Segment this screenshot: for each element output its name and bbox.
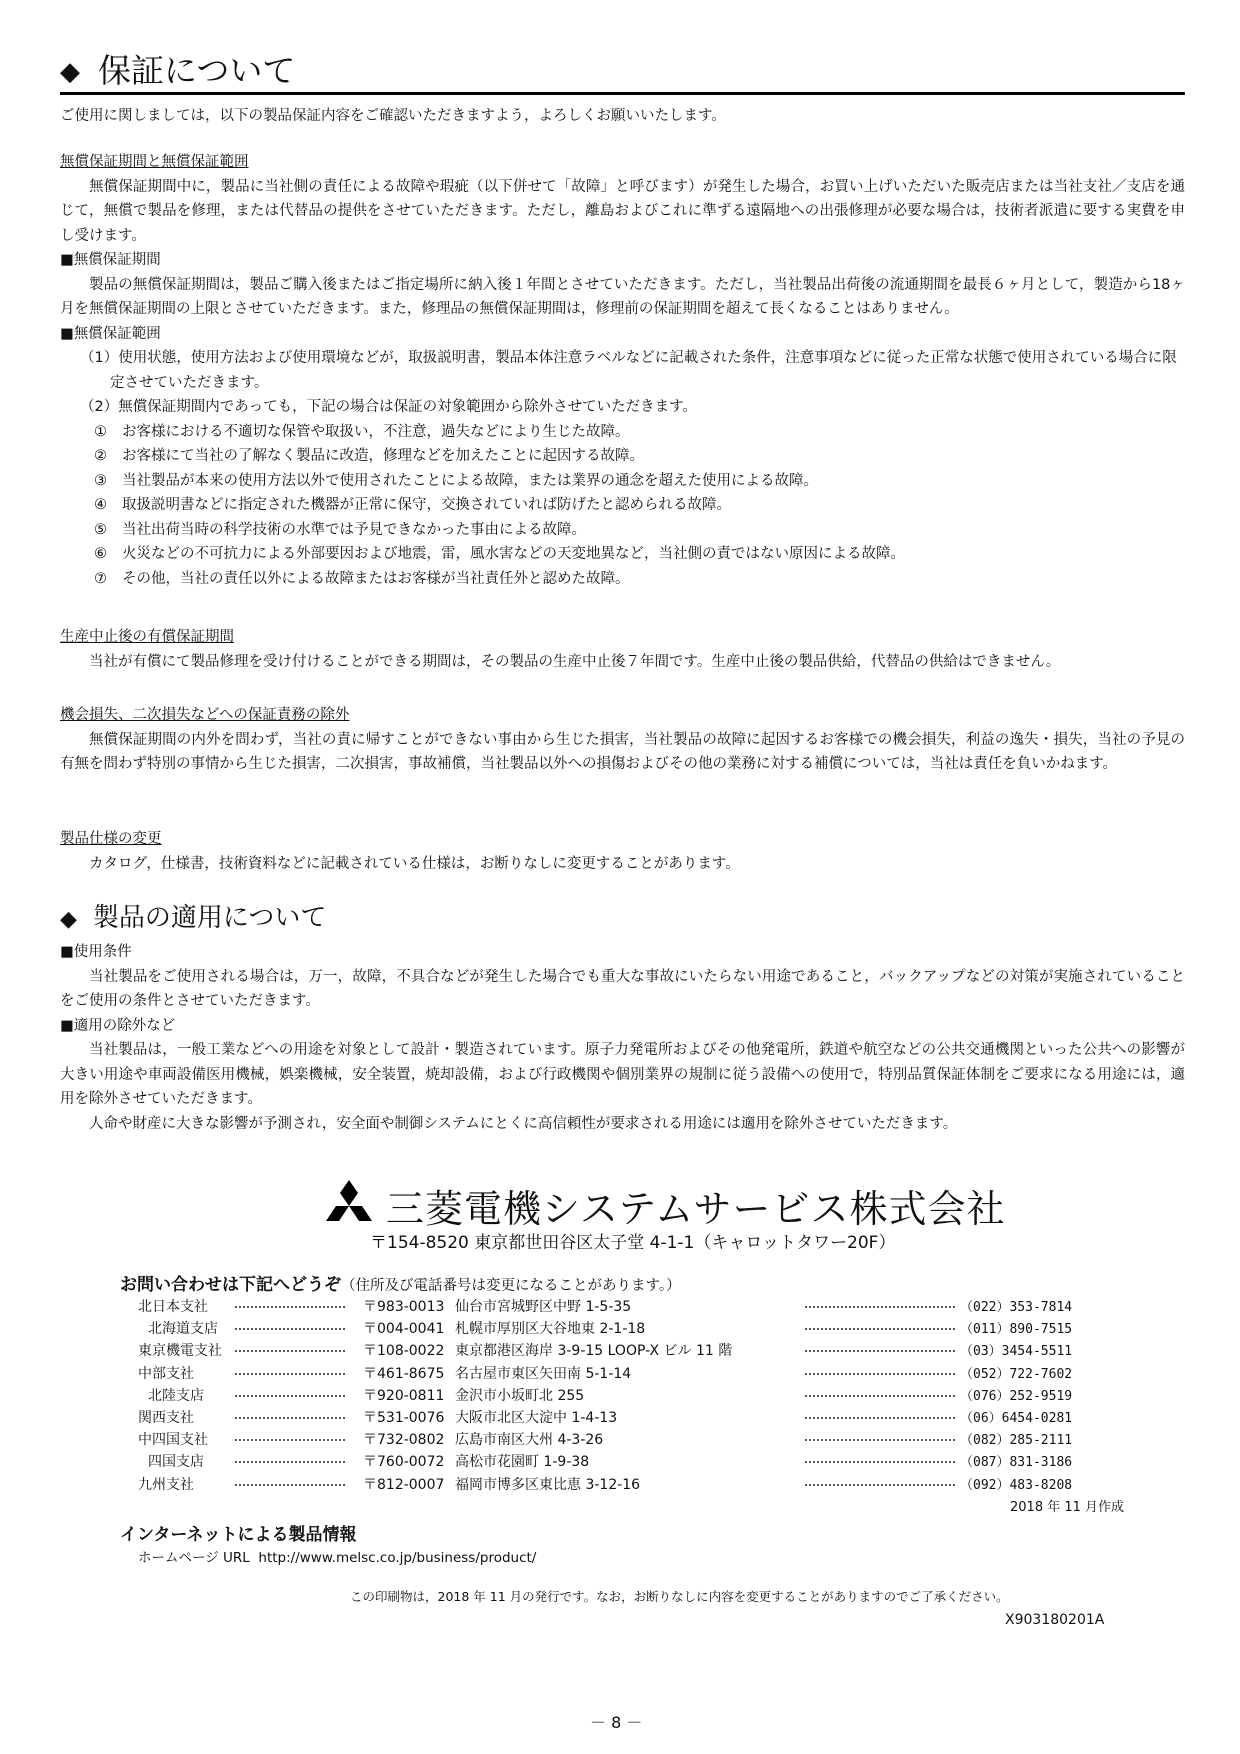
dot-leader (235, 1373, 345, 1375)
dot-leader (235, 1350, 345, 1352)
exclusion-text: 当社出荷当時の科学技術の水準では予見できなかった事由による故障。 (122, 521, 586, 538)
exclusion-item (60, 542, 1185, 567)
branch-zip: 〒760-0072 (363, 1454, 445, 1471)
exclusion-item (60, 518, 1185, 543)
section-use-conditions (60, 940, 1185, 1136)
internet-heading: インターネットによる製品情報 (120, 1525, 357, 1545)
print-note: この印刷物は，2018 年 11 月の発行です。なお，お断りなしに内容を変更することがありますのでご了承ください。 (350, 1589, 1009, 1604)
exclusion-number: ⑥ (94, 546, 107, 562)
dot-leader (805, 1328, 955, 1330)
dot-leader (805, 1395, 955, 1397)
exclusion-text: お客様にて当社の了解なく製品に改造，修理などを加えたことに起因する故障。 (122, 448, 644, 464)
branch-phone: （011）890-7515 (960, 1322, 1073, 1338)
branch-phone: （06）6454-0281 (960, 1410, 1073, 1426)
branch-address: 広島市南区大州 4-3-26 (455, 1432, 604, 1449)
branch-address: 高松市花園町 1-9-38 (455, 1454, 590, 1471)
subsection-title: ■適用の除外など (60, 1017, 176, 1034)
branch-phone: （022）353-7814 (960, 1300, 1073, 1315)
dot-leader (235, 1484, 345, 1486)
heading-application-text: 製品の適用について (92, 903, 327, 933)
branch-address: 仙台市宮城野区中野 1-5-35 (455, 1299, 632, 1315)
exclusion-text: 火災などの不可抗力による外部要因および地震，雷，風水害などの天変地異など，当社側の責ではない原因による故障。 (122, 546, 905, 562)
heading-warranty-text: 保証について (98, 51, 296, 90)
exclusion-number: ③ (94, 472, 107, 489)
branch-row (85, 1429, 1125, 1451)
section-title: 生産中止後の有償保証期間 (60, 629, 234, 645)
branch-row (85, 1407, 1125, 1429)
company-logo-row (320, 1180, 1005, 1230)
scope-item: （1）使用状態，使用方法および使用環境などが，取扱説明書，製品本体注意ラベルなどに記載された条件，注意事項などに従った正常な状態で使用されている場合に限定させていただきます。 (80, 350, 1177, 391)
dot-leader (805, 1461, 955, 1463)
dot-leader (235, 1306, 345, 1308)
branch-zip: 〒732-0802 (363, 1432, 445, 1449)
exclusion-text: 取扱説明書などに指定された機器が正常に保守，交換されていれば防げたと認められる故障。 (122, 497, 731, 513)
branch-name: 北日本支社 (138, 1299, 208, 1315)
paragraph: 当社製品をご使用される場合は，万一，故障，不具合などが発生した場合でも重大な事故にいたらない用途であること，バックアップなどの対策が実施されていることをご使用の条件とさせていただきます。 (60, 968, 1185, 1009)
branch-zip: 〒004-0041 (363, 1321, 445, 1338)
heading-warranty (60, 50, 1185, 95)
section-free-warranty (60, 150, 1185, 591)
diamond-icon: ◆ (60, 57, 80, 87)
branch-phone: （03）3454-5511 (960, 1344, 1073, 1360)
branch-row (85, 1385, 1125, 1407)
paragraph: 当社製品は，一般工業などへの用途を対象として設計・製造されています。原子力発電所およびその他発電所，鉄道や航空などの公共交通機関といった公共への影響が大きい用途や車両設備医用機械，娯楽機械，安全装置，焼却設備，および行政機関や個別業界の規制に従う設備への使用で，特別品質保証体制をご要求になる用途には，適用を除外させていただきます。 (60, 1042, 1185, 1107)
branch-address: 札幌市厚別区大谷地東 2-1-18 (455, 1321, 646, 1338)
exclusion-number: ⑤ (94, 521, 107, 538)
page-number: － 8 － (590, 1713, 643, 1732)
exclusion-number: ② (94, 448, 107, 464)
exclusion-text: その他，当社の責任以外による故障またはお客様が当社責任外と認めた故障。 (122, 570, 630, 587)
branch-address: 大阪市北区大淀中 1-4-13 (455, 1409, 618, 1426)
paragraph: 無償保証期間の内外を問わず，当社の責に帰すことができない事由から生じた損害，当社製品の故障に起因するお客様での機会損失，利益の逸失・損失，当社の予見の有無を問わず特別の事情から生じた損害，二次損害，事故補償，当社製品以外への損傷およびその他の業務に対する補償については，当社は責任を負いかねます。 (60, 731, 1185, 772)
exclusion-list (60, 420, 1185, 592)
branch-row (85, 1474, 1125, 1496)
branch-phone: （082）285-2111 (960, 1433, 1073, 1449)
diamond-icon: ◆ (60, 907, 77, 932)
exclusion-item (60, 420, 1185, 445)
exclusion-item (60, 469, 1185, 494)
branch-phone: （087）831-3186 (960, 1455, 1073, 1471)
branch-address: 名古屋市東区矢田南 5-1-14 (455, 1365, 632, 1382)
branch-name: 北海道支店 (148, 1321, 218, 1338)
heading-application (60, 900, 326, 938)
branch-address: 福岡市博多区東比恵 3-12-16 (455, 1476, 641, 1493)
inquiry-note: （住所及び電話番号は変更になることがあります。） (341, 1278, 681, 1294)
paragraph: 人命や財産に大きな影響が予測され，安全面や制御システムにとくに高信頼性が要求される用途には適用を除外させていただきます。 (89, 1115, 958, 1132)
branch-name: 中四国支社 (138, 1432, 208, 1449)
paragraph: 製品の無償保証期間は，製品ご購入後またはご指定場所に納入後１年間とさせていただきます。ただし，当社製品出荷後の流通期間を最長６ヶ月として，製造から18ヶ月を無償保証期間の上限とさせていただきます。また，修理品の無償保証期間は，修理前の保証期間を超えて長くなることはありません。 (60, 276, 1185, 317)
dot-leader (235, 1328, 345, 1330)
created-date: 2018 年 11 月作成 (1010, 1500, 1125, 1515)
exclusion-number: ④ (94, 497, 107, 513)
branch-address: 東京都港区海岸 3-9-15 LOOP-X ビル 11 階 (455, 1343, 733, 1360)
dot-leader (805, 1350, 955, 1352)
exclusion-item (60, 567, 1185, 592)
branch-table (85, 1296, 1125, 1496)
homepage-label: ホームページ URL (138, 1550, 250, 1566)
branch-name: 関西支社 (138, 1409, 194, 1426)
inquiry-heading (120, 1270, 681, 1295)
dot-leader (805, 1373, 955, 1375)
exclusion-item (60, 444, 1185, 469)
scope-item: （2）無償保証期間内であっても，下記の場合は保証の対象範囲から除外させていただきます。 (80, 399, 697, 415)
exclusion-number: ① (94, 423, 107, 440)
branch-row (85, 1318, 1125, 1340)
branch-phone: （092）483-8208 (960, 1477, 1073, 1493)
dot-leader (805, 1484, 955, 1486)
exclusion-item (60, 493, 1185, 518)
section-loss-exclusion (60, 703, 1185, 777)
dot-leader (805, 1417, 955, 1419)
subsection-title: ■無償保証期間 (60, 252, 161, 268)
inquiry-title: お問い合わせは下記へどうぞ (120, 1275, 341, 1295)
exclusion-text: お客様における不適切な保管や取扱い，不注意，過失などにより生じた故障。 (122, 423, 630, 440)
subsection-title: ■使用条件 (60, 944, 132, 960)
section-title: 無償保証期間と無償保証範囲 (60, 154, 249, 170)
branch-phone: （076）252-9519 (960, 1388, 1073, 1404)
homepage-url[interactable]: http://www.melsc.co.jp/business/product/ (258, 1550, 537, 1566)
intro-text: ご使用に関しましては，以下の製品保証内容をご確認いただきますよう，よろしくお願いいたします。 (60, 108, 726, 124)
dot-leader (235, 1417, 345, 1419)
exclusion-text: 当社製品が本来の使用方法以外で使用されたことによる故障，または業界の通念を超えた使用による故障。 (122, 472, 818, 489)
homepage-line (138, 1546, 536, 1566)
company-name: 三菱電機システムサービス株式会社 (386, 1186, 1006, 1231)
branch-address: 金沢市小坂町北 255 (455, 1387, 585, 1404)
branch-zip: 〒983-0013 (363, 1299, 445, 1315)
branch-zip: 〒812-0007 (363, 1476, 445, 1493)
branch-row (85, 1451, 1125, 1473)
exclusion-number: ⑦ (94, 570, 107, 587)
branch-row (85, 1363, 1125, 1385)
branch-phone: （052）722-7602 (960, 1366, 1073, 1382)
section-spec-change (60, 827, 1185, 876)
dot-leader (805, 1306, 955, 1308)
branch-row (85, 1296, 1125, 1318)
section-title: 機会損失、二次損失などへの保証責務の除外 (60, 707, 350, 723)
dot-leader (235, 1395, 345, 1397)
paragraph: 当社が有償にて製品修理を受け付けることができる期間は，その製品の生産中止後７年間です。生産中止後の製品供給，代替品の供給はできません。 (89, 653, 1061, 670)
dot-leader (235, 1439, 345, 1441)
branch-zip: 〒920-0811 (363, 1387, 445, 1404)
paragraph: 無償保証期間中に，製品に当社側の責任による故障や瑕疵（以下併せて「故障」と呼びます）が発生した場合，お買い上げいただいた販売店または当社支社／支店を通じて，無償で製品を修理，または代替品の提供をさせていただきます。ただし，離島およびこれに準ずる遠隔地への出張修理が必要な場合は，技術者派遣に要する実費を申し受けます。 (60, 178, 1185, 244)
three-diamonds-logo-icon (320, 1180, 378, 1230)
branch-name: 北陸支店 (148, 1387, 204, 1404)
branch-name: 中部支社 (138, 1365, 194, 1382)
branch-name: 東京機電支社 (138, 1343, 222, 1360)
branch-zip: 〒461-8675 (363, 1365, 445, 1382)
section-title: 製品仕様の変更 (60, 831, 162, 847)
dot-leader (235, 1461, 345, 1463)
section-paid-warranty (60, 625, 1185, 674)
subsection-title: ■無償保証範囲 (60, 325, 161, 342)
dot-leader (805, 1439, 955, 1441)
branch-zip: 〒108-0022 (363, 1343, 445, 1360)
branch-row (85, 1340, 1125, 1362)
branch-zip: 〒531-0076 (363, 1409, 445, 1426)
paragraph: カタログ，仕様書，技術資料などに記載されている仕様は，お断りなしに変更することがあります。 (89, 855, 740, 872)
company-address: 〒154-8520 東京都世田谷区太子堂 4-1-1（キャロットタワー20F） (370, 1233, 896, 1253)
branch-name: 九州支社 (138, 1476, 194, 1493)
document-code: X903180201A (1005, 1612, 1105, 1628)
branch-name: 四国支店 (148, 1454, 204, 1471)
